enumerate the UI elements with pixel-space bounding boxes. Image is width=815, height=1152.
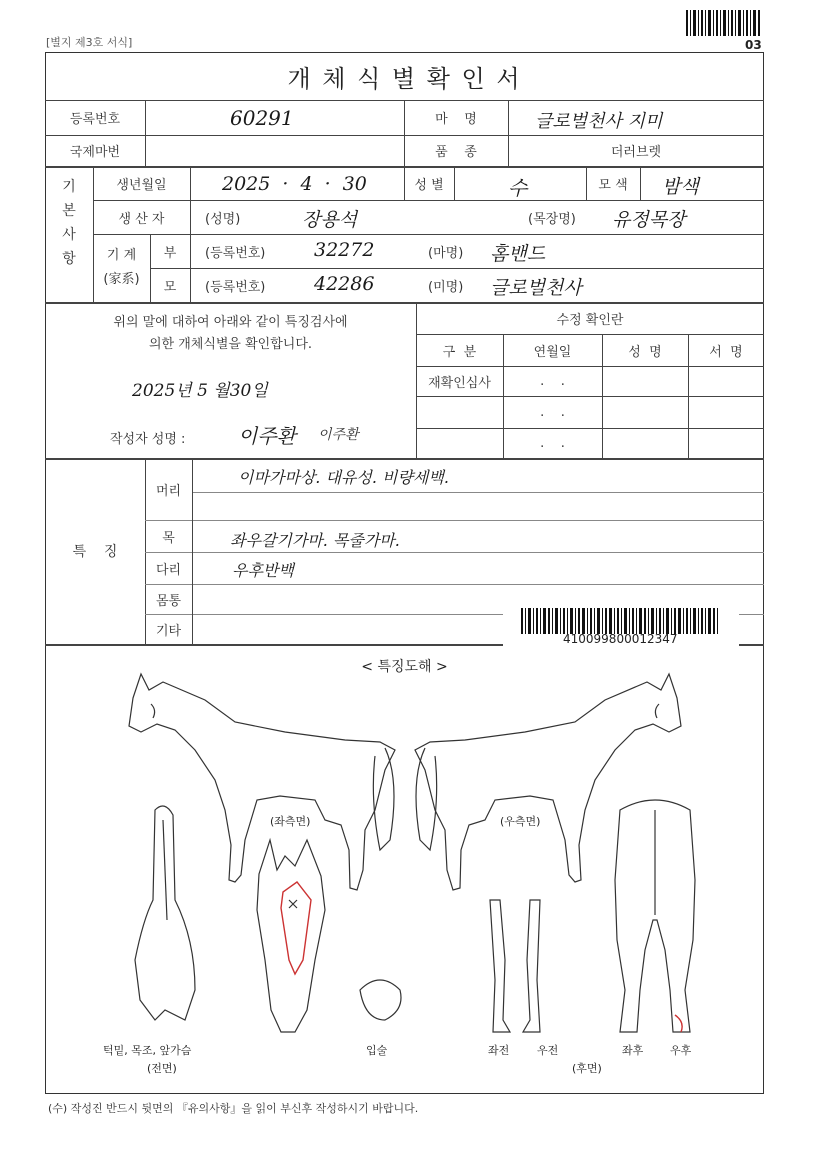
writer-signature: 이주환 (318, 427, 359, 443)
producer-name-sublabel: (성명) (205, 212, 241, 227)
right-side-caption: (우측면) (500, 815, 541, 828)
feature-head-value: 이마가마상. 대유성. 비량세백. (238, 468, 449, 487)
features-section-label: 특 징 (72, 544, 118, 560)
diagram-title: < 특징도해 > (361, 659, 448, 675)
coat-color-label: 모 색 (598, 177, 628, 193)
page-title: 개 체 식 별 확 인 서 (287, 64, 522, 93)
feature-body-label: 몸통 (155, 593, 182, 609)
front-subcaption: (전면) (147, 1062, 177, 1075)
sire-name-sublabel: (마명) (428, 246, 464, 261)
sire-reg-value: 32272 (314, 239, 375, 261)
revision-col-type: 구 분 (442, 344, 477, 360)
pedigree-label: 기 계 (家系) (103, 248, 140, 287)
reg-number-label: 등록번호 (69, 112, 121, 127)
producer-name-value: 장용석 (302, 209, 358, 231)
horse-name-value: 글로벌천사 지미 (535, 111, 663, 132)
revision-col-sign: 서 명 (709, 344, 743, 360)
sire-label: 부 (163, 245, 177, 261)
confirm-date-value: 2025년 5 월30일 (132, 381, 268, 401)
reg-number-value: 60291 (230, 106, 294, 130)
lip-view (360, 980, 401, 1020)
birth-date-label: 생년월일 (116, 177, 167, 193)
left-side-horse (129, 674, 395, 890)
right-hind-caption: 우후 (670, 1044, 692, 1057)
rear-view (615, 800, 695, 1032)
coat-color-value: 밤색 (662, 176, 699, 198)
feature-leg-value: 우후반백 (232, 561, 294, 580)
revision-title: 수정 확인란 (556, 312, 624, 328)
revision-date-dots: . . (540, 404, 565, 420)
page-number: 03 (745, 38, 762, 52)
front-chest-view (135, 806, 195, 1020)
revision-col-date: 연월일 (533, 344, 572, 360)
horse-name-label: 마 명 (435, 112, 477, 127)
front-legs-view (490, 900, 540, 1032)
left-hind-caption: 좌후 (622, 1044, 644, 1057)
dam-label: 모 (163, 279, 177, 295)
revision-date-dots: . . (540, 435, 565, 451)
birth-date-value: 2025 · 4 · 30 (222, 173, 367, 195)
dam-reg-value: 42286 (314, 273, 375, 295)
left-side-caption: (좌측면) (270, 815, 311, 828)
dam-name-sublabel: (미명) (428, 280, 464, 295)
breed-value: 더러브렛 (610, 145, 662, 160)
writer-name-value: 이주환 (238, 424, 296, 448)
revision-col-name: 성 명 (628, 344, 662, 360)
horse-diagram (45, 660, 764, 1080)
feature-etc-label: 기타 (155, 623, 182, 639)
right-side-horse (415, 674, 681, 890)
footer-note: (수) 작성진 반드시 뒷면의 『유의사항』을 읽이 부신후 작성하시기 바랍니다. (48, 1102, 419, 1115)
feature-neck-value: 좌우갈기가마. 목줄가마. (230, 531, 400, 550)
sex-value: 수 (508, 176, 528, 200)
farm-name-value: 유정목장 (612, 209, 686, 231)
sire-reg-sublabel: (등록번호) (205, 246, 266, 261)
sire-name-value: 홈밴드 (490, 243, 546, 265)
left-front-caption: 좌전 (488, 1044, 510, 1057)
intl-number-label: 국제마번 (69, 145, 121, 160)
barcode-number: 410099800012347 (563, 632, 678, 646)
feature-head-label: 머리 (155, 483, 182, 499)
form-number: [별지 제3호 서식] (46, 36, 133, 49)
feature-leg-label: 다리 (155, 562, 182, 578)
revision-row-recheck: 재확인심사 (428, 375, 491, 391)
basic-section-label: 기 본 사 항 (62, 179, 76, 267)
lip-caption: 입술 (366, 1044, 388, 1057)
farm-name-sublabel: (목장명) (528, 212, 576, 227)
top-barcode (686, 10, 762, 36)
feature-neck-label: 목 (162, 530, 175, 546)
barcode-sticker (503, 604, 739, 648)
dam-name-value: 글로벌천사 (490, 277, 582, 299)
writer-name-label: 작성자 성명 : (110, 432, 186, 447)
breed-label: 품 종 (435, 145, 477, 160)
sex-label: 성 별 (414, 177, 444, 193)
face-view (257, 840, 325, 1032)
producer-label: 생 산 자 (118, 211, 165, 227)
confirm-statement: 위의 말에 대하여 아래와 같이 특징검사에 의한 개체식별을 확인합니다. (113, 315, 348, 352)
revision-date-dots: . . (540, 373, 565, 389)
rear-subcaption: (후면) (572, 1062, 602, 1075)
dam-reg-sublabel: (등록번호) (205, 280, 266, 295)
right-front-caption: 우전 (537, 1044, 559, 1057)
front-caption: 턱밑, 목조, 앞가슴 (103, 1044, 192, 1057)
